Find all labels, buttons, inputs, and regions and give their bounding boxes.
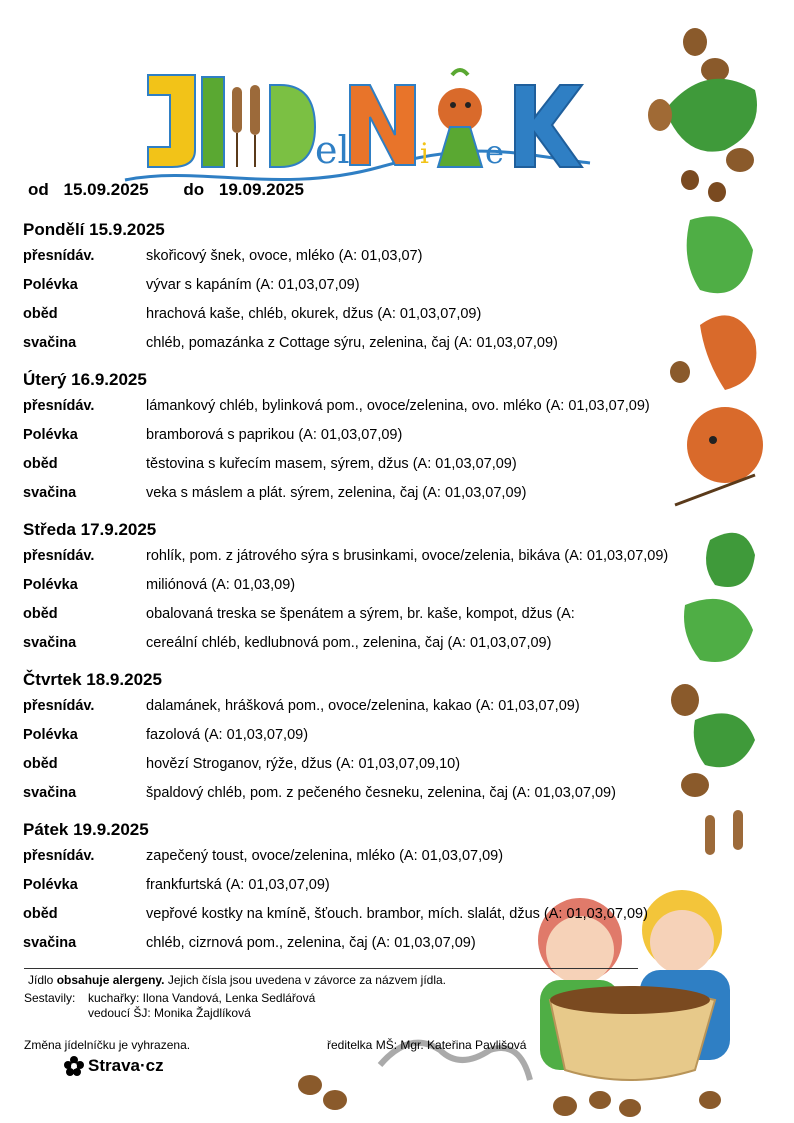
meal-label: přesnídáv.	[23, 398, 95, 414]
meal-text: bramborová s paprikou (A: 01,03,07,09)	[146, 427, 403, 443]
svg-text:el: el	[315, 128, 350, 172]
meal-label: oběd	[23, 606, 58, 622]
svg-text:i: i	[420, 137, 429, 170]
day-section	[23, 368, 743, 508]
staff-label: Sestavily:	[24, 991, 76, 1005]
title-illustration	[120, 55, 600, 190]
meal-text: dalamánek, hrášková pom., ovoce/zelenina, kakao (A: 01,03,07,09)	[146, 698, 580, 714]
meal-row	[23, 779, 743, 808]
date-from: 15.09.2025	[63, 180, 149, 199]
meal-row	[23, 900, 743, 929]
day-title: Čtvrtek 18.9.2025	[23, 670, 162, 689]
meal-label: Polévka	[23, 427, 78, 443]
date-range	[28, 180, 304, 200]
meal-label: oběd	[23, 756, 58, 772]
meal-text: lámankový chléb, bylinková pom., ovoce/zelenina, ovo. mléko (A: 01,03,07,09)	[146, 398, 650, 414]
day-title: Pátek 19.9.2025	[23, 820, 149, 839]
meal-row	[23, 871, 743, 900]
meal-text: miliónová (A: 01,03,09)	[146, 577, 296, 593]
meal-text: rohlík, pom. z játrového sýra s brusinkami, ovoce/zelenia, bikáva (A: 01,03,07,09)	[146, 548, 669, 564]
date-to-label: do	[183, 180, 205, 199]
allergen-bold: obsahuje alergeny.	[56, 973, 165, 987]
meal-label: oběd	[23, 456, 58, 472]
meal-label: svačina	[23, 785, 77, 801]
director-name: ředitelka MŠ: Mgr. Kateřina Pavlišová	[327, 1038, 527, 1052]
meal-label: Polévka	[23, 727, 78, 743]
meal-row	[23, 629, 743, 658]
meal-label: přesnídáv.	[23, 848, 95, 864]
meal-text: veka s máslem a plát. sýrem, zelenina, čaj (A: 01,03,07,09)	[146, 485, 527, 501]
strava-logo	[64, 1056, 164, 1076]
flower-icon	[64, 1056, 84, 1076]
cooks-names: kuchařky: Ilona Vandová, Lenka Sedlářová	[88, 991, 316, 1005]
meal-row	[23, 750, 743, 779]
meal-label: oběd	[23, 306, 58, 322]
meal-row	[23, 421, 743, 450]
meal-label: svačina	[23, 485, 77, 501]
meal-label: Polévka	[23, 277, 78, 293]
meal-text: vepřové kostky na kmíně, šťouch. brambor, mích. slalát, džus (A: 01,03,07,09)	[146, 906, 648, 922]
meal-row	[23, 479, 743, 508]
brand-text: Strava·cz	[88, 1056, 164, 1075]
meal-text: chléb, cizrnová pom., zelenina, čaj (A: 01,03,07,09)	[146, 935, 476, 951]
day-section	[23, 518, 743, 658]
meal-label: oběd	[23, 906, 58, 922]
meal-row	[23, 692, 743, 721]
change-note: Změna jídelníčku je vyhrazena.	[24, 1038, 191, 1052]
meal-text: těstovina s kuřecím masem, sýrem, džus (A: 01,03,07,09)	[146, 456, 517, 472]
day-title: Úterý 16.9.2025	[23, 370, 147, 389]
meal-text: obalovaná treska se špenátem a sýrem, br. kaše, kompot, džus (A:	[146, 606, 575, 622]
head-name: vedoucí ŠJ: Monika Žajdlíková	[88, 1006, 251, 1020]
meal-row	[23, 571, 743, 600]
day-section	[23, 668, 743, 808]
meal-label: svačina	[23, 335, 77, 351]
meal-text: chléb, pomazánka z Cottage sýru, zelenina, čaj (A: 01,03,07,09)	[146, 335, 558, 351]
day-section	[23, 218, 743, 358]
meal-row	[23, 329, 743, 358]
svg-text:e: e	[485, 133, 504, 171]
meal-label: svačina	[23, 935, 77, 951]
meal-label: přesnídáv.	[23, 548, 95, 564]
allergen-suffix: Jejich čísla jsou uvedena v závorce za názvem jídla.	[167, 973, 446, 987]
meal-text: hrachová kaše, chléb, okurek, džus (A: 01,03,07,09)	[146, 306, 482, 322]
meal-row	[23, 842, 743, 871]
meal-row	[23, 600, 743, 629]
footer-divider	[24, 968, 638, 969]
meal-row	[23, 929, 743, 958]
day-title: Pondělí 15.9.2025	[23, 220, 165, 239]
meal-text: zapečený toust, ovoce/zelenina, mléko (A: 01,03,07,09)	[146, 848, 504, 864]
meal-row	[23, 542, 743, 571]
meal-row	[23, 450, 743, 479]
meal-row	[23, 392, 743, 421]
meal-row	[23, 242, 743, 271]
meal-label: přesnídáv.	[23, 698, 95, 714]
meal-text: fazolová (A: 01,03,07,09)	[146, 727, 309, 743]
date-to: 19.09.2025	[218, 180, 304, 199]
meal-text: vývar s kapáním (A: 01,03,07,09)	[146, 277, 360, 293]
meal-text: skořicový šnek, ovoce, mléko (A: 01,03,07)	[146, 248, 423, 264]
day-title: Středa 17.9.2025	[23, 520, 157, 539]
staff-credits	[24, 991, 315, 1021]
meal-row	[23, 300, 743, 329]
meal-label: přesnídáv.	[23, 248, 95, 264]
meal-row	[23, 271, 743, 300]
allergen-prefix: Jídlo	[28, 973, 54, 987]
meal-row	[23, 721, 743, 750]
day-section	[23, 818, 743, 958]
weekly-menu	[23, 218, 743, 968]
meal-text: špaldový chléb, pom. z pečeného česneku, zelenina, čaj (A: 01,03,07,09)	[146, 785, 616, 801]
meal-label: svačina	[23, 635, 77, 651]
meal-label: Polévka	[23, 877, 78, 893]
allergen-note	[28, 973, 446, 987]
meal-text: hovězí Stroganov, rýže, džus (A: 01,03,07,09,10)	[146, 756, 461, 772]
meal-text: frankfurtská (A: 01,03,07,09)	[146, 877, 330, 893]
meal-text: cereální chléb, kedlubnová pom., zelenina, čaj (A: 01,03,07,09)	[146, 635, 552, 651]
meal-label: Polévka	[23, 577, 78, 593]
date-from-label: od	[28, 180, 49, 199]
